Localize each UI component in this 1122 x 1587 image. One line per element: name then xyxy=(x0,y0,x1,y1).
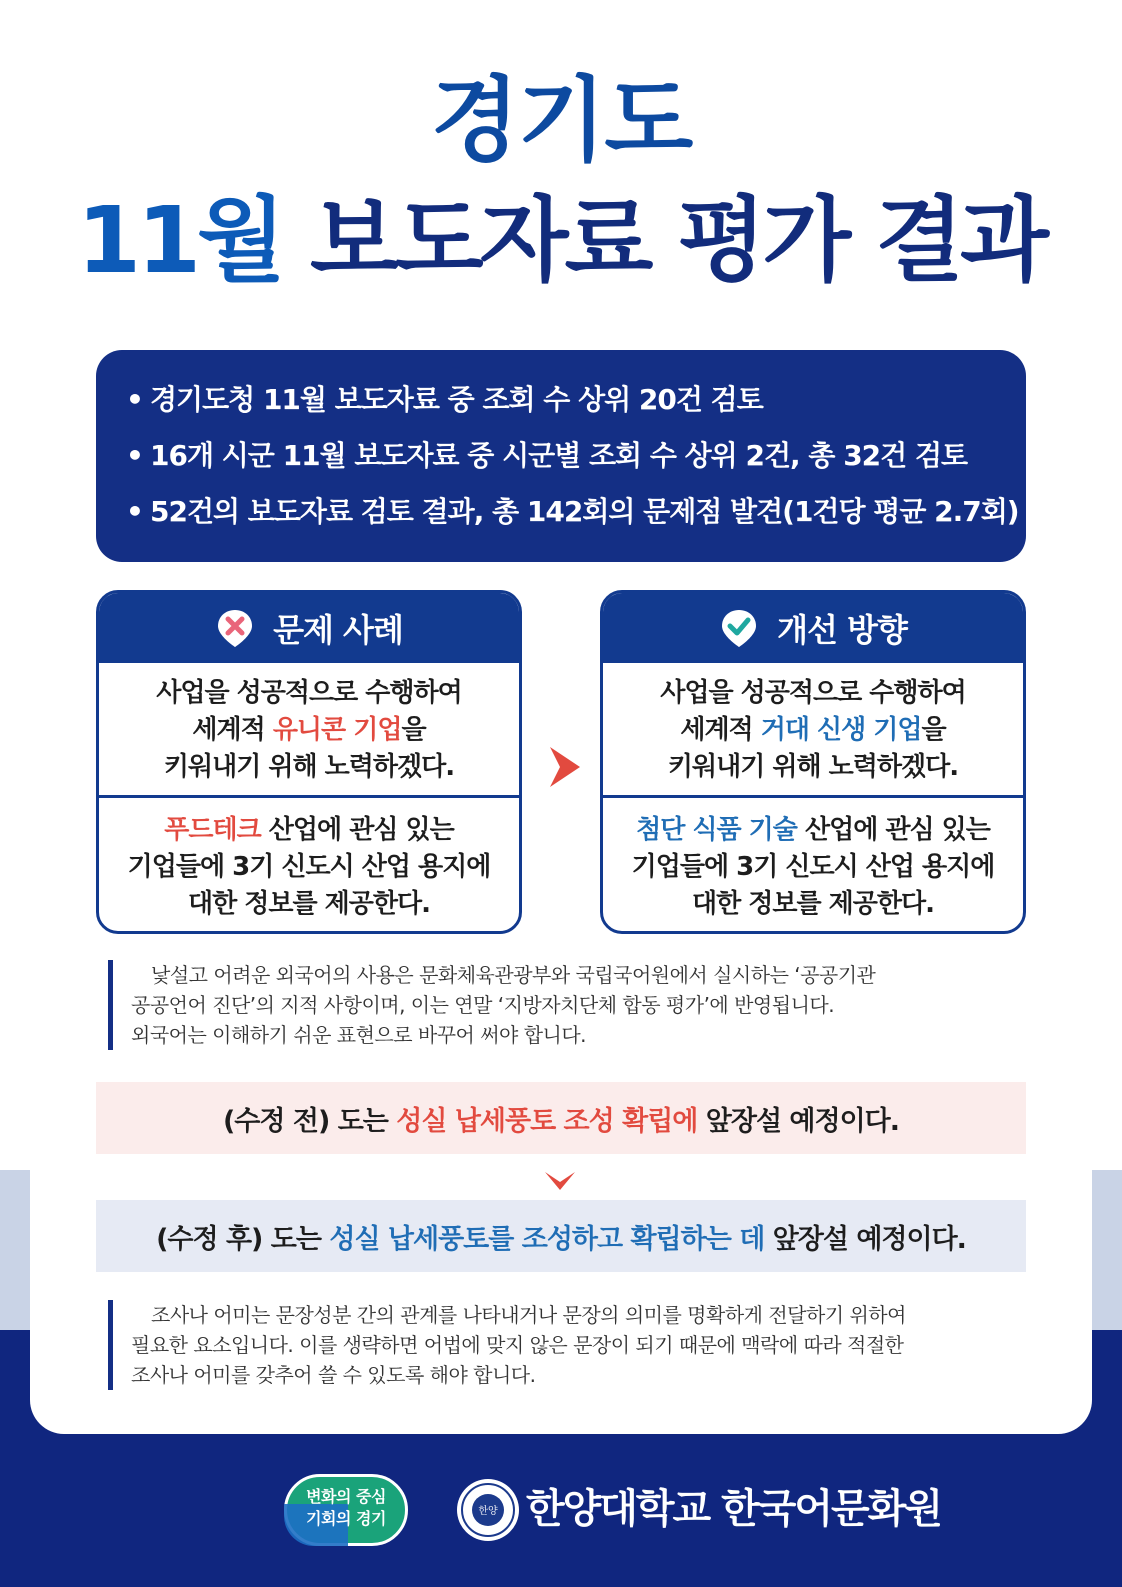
summary-item: • 52건의 보도자료 검토 결과, 총 142회의 문제점 발견(1건당 평균 2.7회) xyxy=(126,495,1019,528)
improve-highlight-1: 거대 신생 기업 xyxy=(760,715,922,745)
note-particles: 조사나 어미는 문장성분 간의 관계를 나타내거나 문장의 의미를 명확하게 전달하기 위하여 필요한 요소입니다. 이를 생략하면 어법에 맞지 않은 문장이 되기 때문에 맥락에 따라 적절한 조사나 어미를 갖추어 쓸 수 있도록 해야 합니다. xyxy=(108,1300,1018,1390)
chevron-down-icon xyxy=(543,1170,577,1192)
before-highlight: 성실 납세풍토 조성 확립에 xyxy=(396,1105,698,1137)
improve-panel xyxy=(600,590,1026,934)
page-title-line1: 경기도 xyxy=(430,67,692,174)
problem-example-2: 푸드테크 산업에 관심 있는 기업들에 3기 신도시 산업 용지에 대한 정보를 제공한다. xyxy=(127,815,491,919)
x-mark-icon xyxy=(215,608,255,648)
improve-example-2: 첨단 식품 기술 산업에 관심 있는 기업들에 3기 신도시 산업 용지에 대한 정보를 제공한다. xyxy=(631,815,995,919)
problem-highlight-2: 푸드테크 xyxy=(164,815,261,845)
university-seal-logo xyxy=(456,1478,520,1542)
check-mark-icon xyxy=(719,608,759,648)
title-month: 11월 xyxy=(77,187,282,294)
problem-panel xyxy=(96,590,522,934)
problem-highlight-1: 유니콘 기업 xyxy=(272,715,402,745)
improve-panel-header xyxy=(603,593,1023,663)
summary-box xyxy=(96,350,1026,562)
title-rest: 보도자료 평가 결과 xyxy=(309,187,1045,294)
svg-text:한양: 한양 xyxy=(478,1506,498,1517)
after-correction-bar: (수정 후) 도는 성실 납세풍토를 조성하고 확립하는 데 앞장설 예정이다. xyxy=(96,1200,1026,1272)
gyeonggi-slogan-logo: 변화의 중심 기회의 경기 xyxy=(284,1474,408,1546)
university-name: 한양대학교 한국어문화원 xyxy=(526,1486,941,1532)
after-highlight: 성실 납세풍토를 조성하고 확립하는 데 xyxy=(329,1223,765,1255)
improve-example-1: 사업을 성공적으로 수행하여 세계적 거대 신생 기업을 키워내기 위해 노력하겠다. xyxy=(603,663,1023,798)
arrow-right-icon xyxy=(546,745,582,789)
note-foreign-words: 낯설고 어려운 외국어의 사용은 문화체육관광부와 국립국어원에서 실시하는 ‘공공기관 공공언어 진단’의 지적 사항이며, 이는 연말 ‘지방자치단체 합동 평가’에 반영됩니다. 외국어는 이해하기 쉬운 표현으로 바꾸어 써야 합니다. xyxy=(108,960,1018,1050)
page-title-line2 xyxy=(0,187,1122,294)
before-correction-bar: (수정 전) 도는 성실 납세풍토 조성 확립에 앞장설 예정이다. xyxy=(96,1082,1026,1154)
improve-highlight-2: 첨단 식품 기술 xyxy=(636,815,797,845)
summary-item: • 16개 시군 11월 보도자료 중 시군별 조회 수 상위 2건, 총 32건 검토 xyxy=(126,439,968,472)
improve-heading: 개선 방향 xyxy=(777,611,907,649)
problem-example-1: 사업을 성공적으로 수행하여 세계적 유니콘 기업을 키워내기 위해 노력하겠다. xyxy=(99,663,519,798)
problem-heading: 문제 사례 xyxy=(273,611,403,649)
summary-item: • 경기도청 11월 보도자료 중 조회 수 상위 20건 검토 xyxy=(126,383,763,416)
problem-panel-header xyxy=(99,593,519,663)
